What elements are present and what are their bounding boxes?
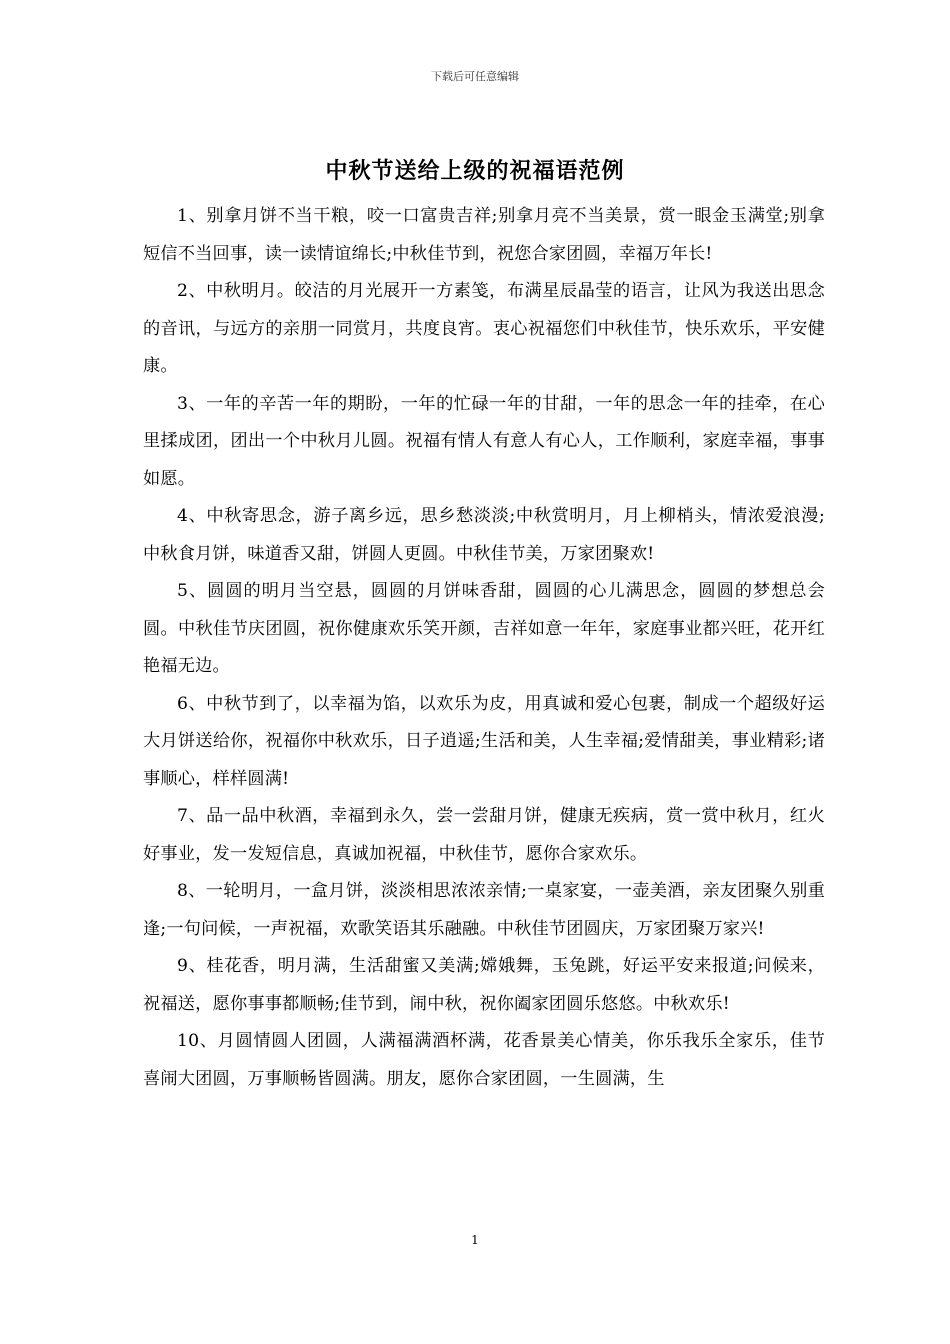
paragraph-8: 8、一轮明月，一盒月饼，淡淡相思浓浓亲情;一桌家宴，一壶美酒，亲友团聚久别重逢;一句问候，一声祝福，欢歌笑语其乐融融。中秋佳节团圆庆，万家团聚万家兴!	[143, 881, 825, 939]
header-note: 下载后可任意编辑	[431, 70, 519, 83]
paragraph-9: 9、桂花香，明月满，生活甜蜜又美满;嫦娥舞，玉兔跳，好运平安来报道;问候来，祝福送，愿你事事都顺畅;佳节到，闹中秋，祝你阖家团圆乐悠悠。中秋欢乐!	[143, 956, 825, 1014]
document-body	[143, 198, 825, 1098]
paragraph-5: 5、圆圆的明月当空悬，圆圆的月饼味香甜，圆圆的心儿满思念，圆圆的梦想总会圆。中秋佳节庆团圆，祝你健康欢乐笑开颜，吉祥如意一年年，家庭事业都兴旺，花开红艳福无边。	[143, 581, 825, 676]
paragraph-4: 4、中秋寄思念，游子离乡远，思乡愁淡淡;中秋赏明月，月上柳梢头，情浓爱浪漫;中秋食月饼，味道香又甜，饼圆人更圆。中秋佳节美，万家团聚欢!	[143, 506, 825, 564]
page-title: 中秋节送给上级的祝福语范例	[325, 159, 625, 184]
page-number: 1	[471, 1233, 479, 1247]
paragraph-6: 6、中秋节到了，以幸福为馅，以欢乐为皮，用真诚和爱心包裹，制成一个超级好运大月饼送给你，祝福你中秋欢乐，日子逍遥;生活和美，人生幸福;爱情甜美，事业精彩;诸事顺心，样样圆满!	[143, 693, 825, 789]
paragraph-1: 1、别拿月饼不当干粮，咬一口富贵吉祥;别拿月亮不当美景，赏一眼金玉满堂;别拿短信不当回事，读一读情谊绵长;中秋佳节到，祝您合家团圆，幸福万年长!	[143, 206, 825, 264]
paragraph-3: 3、一年的辛苦一年的期盼，一年的忙碌一年的甘甜，一年的思念一年的挂牵，在心里揉成团，团出一个中秋月儿圆。祝福有情人有意人有心人，工作顺利，家庭幸福，事事如愿。	[143, 393, 825, 489]
paragraph-10: 10、月圆情圆人团圆，人满福满酒杯满，花香景美心情美，你乐我乐全家乐，佳节喜闹大团圆，万事顺畅皆圆满。朋友，愿你合家团圆，一生圆满，生	[143, 1031, 825, 1089]
paragraph-7: 7、品一品中秋酒，幸福到永久，尝一尝甜月饼，健康无疾病，赏一赏中秋月，红火好事业，发一发短信息，真诚加祝福，中秋佳节，愿你合家欢乐。	[143, 806, 825, 864]
paragraph-2: 2、中秋明月。皎洁的月光展开一方素笺，布满星辰晶莹的语言，让风为我送出思念的音讯，与远方的亲朋一同赏月，共度良宵。衷心祝福您们中秋佳节，快乐欢乐，平安健康。	[143, 281, 825, 376]
